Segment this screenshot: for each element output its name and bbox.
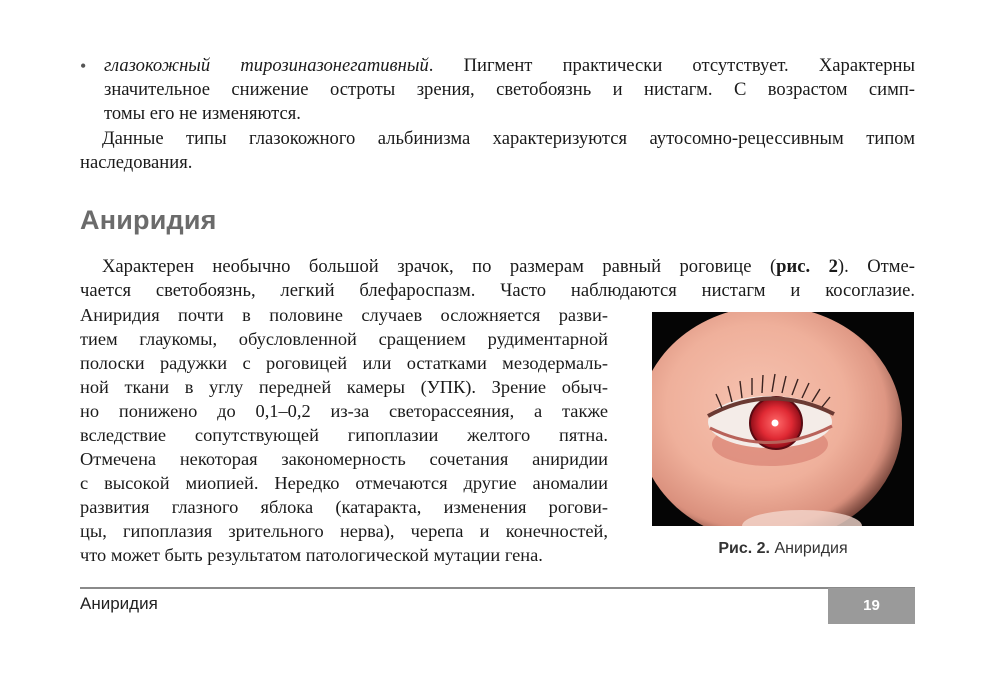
para1-line-2: наследования. xyxy=(80,152,193,173)
body-line: что может быть результатом патологической мутации гена. xyxy=(80,545,543,565)
running-title: Аниридия xyxy=(80,594,158,613)
body-line: полоски радужки с роговицей или остатками мезодермаль- xyxy=(80,353,608,373)
body-line: Аниридия почти в половине случаев осложняется разви- xyxy=(80,305,608,325)
footer-rule xyxy=(80,587,915,589)
figure-eye-photo xyxy=(652,312,914,526)
para2-line-1-pre: Характерен необычно большой зрачок, по размерам равный роговице ( xyxy=(102,256,777,277)
para2-line-2: чается светобоязнь, легкий блефароспазм. Часто наблюдаются нистагм и косоглазие. xyxy=(80,280,915,301)
figure-caption xyxy=(652,540,914,558)
paragraph-aniridia-intro xyxy=(80,255,915,303)
page-number: 19 xyxy=(828,588,915,624)
bullet-line-2: значительное снижение остроты зрения, светобоязнь и нистагм. С возрастом симп- xyxy=(104,79,915,100)
bullet-line-3: томы его не изменяются. xyxy=(104,103,301,124)
figure-label: Рис. 2. xyxy=(718,540,770,557)
paragraph-aniridia-body xyxy=(80,303,608,567)
paragraph-inheritance xyxy=(80,127,915,175)
bullet-line-1-rest: . Пигмент практически отсутствует. Характерны xyxy=(428,55,916,76)
body-line: тием глаукомы, обусловленной сращением рудиментарной xyxy=(80,329,608,349)
figure-caption-text: Аниридия xyxy=(774,540,848,557)
bullet-item xyxy=(104,54,915,126)
figure-reference: рис. 2 xyxy=(776,256,838,277)
bullet-marker: • xyxy=(80,56,87,76)
para2-line-1 xyxy=(80,255,915,279)
bullet-italic-term: глазокожный тирозиназонегативный xyxy=(104,55,429,76)
body-line: Отмечена некоторая закономерность сочетания аниридии xyxy=(80,449,608,469)
body-line: ной ткани в углу передней камеры (УПК). Зрение обыч- xyxy=(80,377,608,397)
body-line: но понижено до 0,1–0,2 из-за светорассеяния, а также xyxy=(80,401,608,421)
body-line: развития глазного яблока (катаракта, изменения рогови- xyxy=(80,497,608,517)
para1-line-1: Данные типы глазокожного альбинизма характеризуются аутосомно-рецессивным типом xyxy=(102,128,915,149)
body-line: цы, гипоплазия зрительного нерва), черепа и конечностей, xyxy=(80,521,608,541)
bullet-line-1 xyxy=(104,54,915,78)
para2-line-1-post: ). Отме- xyxy=(837,256,915,277)
section-heading: Аниридия xyxy=(80,205,217,235)
body-line: вследствие сопутствующей гипоплазии желтого пятна. xyxy=(80,425,608,445)
body-line: с высокой миопией. Нередко отмечаются другие аномалии xyxy=(80,473,608,493)
